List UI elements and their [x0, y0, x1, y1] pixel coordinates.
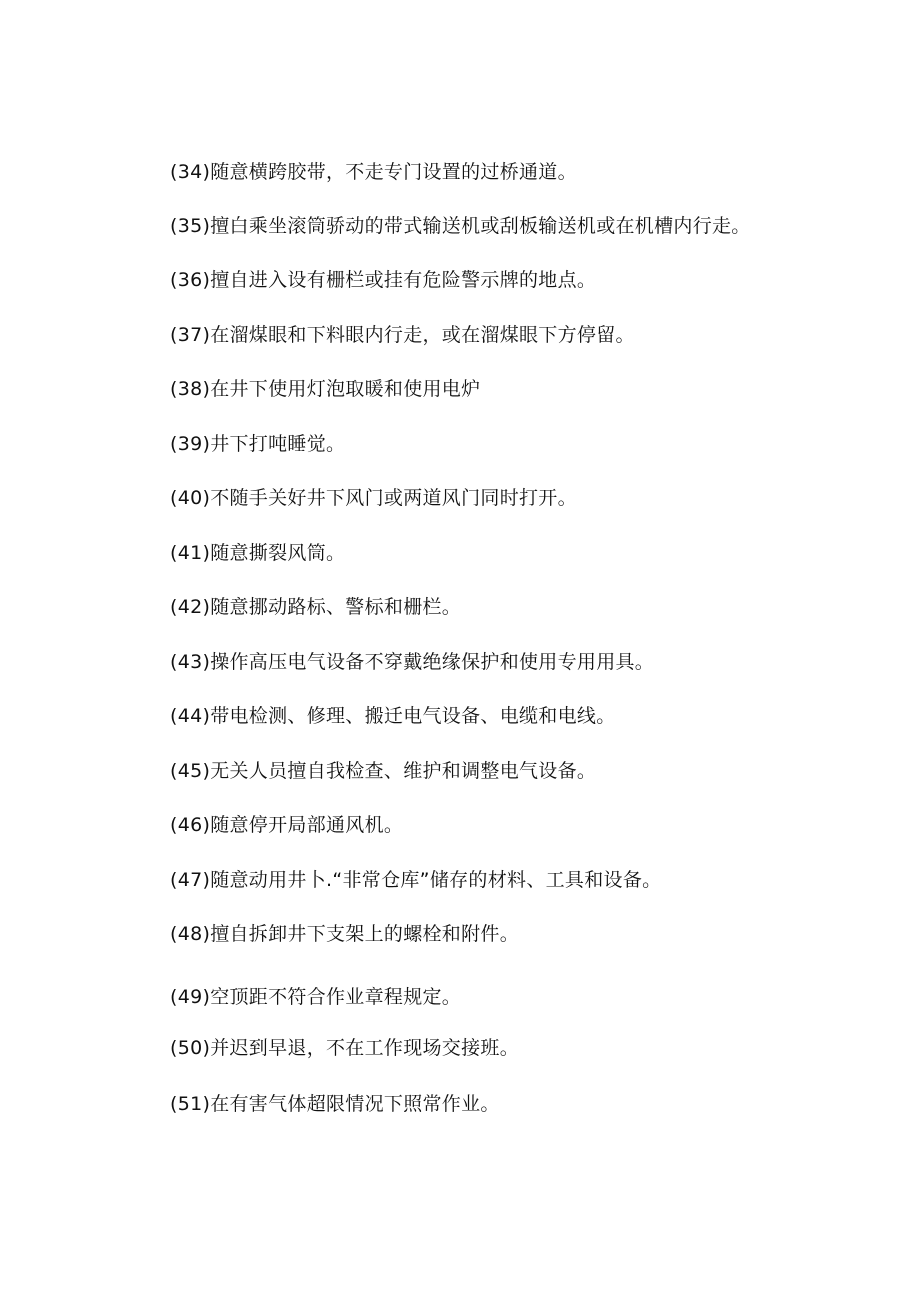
rule-item-38: (38)在井下使用灯泡取暖和使用电炉	[170, 378, 481, 400]
rule-item-42: (42)随意挪动路标、警标和栅栏。	[170, 596, 462, 618]
rule-item-43: (43)操作高压电气设备不穿戴绝缘保护和使用专用用具。	[170, 651, 655, 673]
rule-item-49: (49)空顶距不符合作业章程规定。	[170, 986, 462, 1008]
rule-item-48: (48)擅自拆卸井下支架上的螺栓和附件。	[170, 923, 520, 945]
rule-item-51: (51)在有害气体超限情况下照常作业。	[170, 1093, 500, 1115]
rule-item-45: (45)无关人员擅自我检查、维护和调整电气设备。	[170, 760, 597, 782]
rule-item-35: (35)擅白乘坐滚筒骄动的带式输送机或刮板输送机或在机槽内行走。	[170, 215, 751, 237]
rule-item-39: (39)井下打吨睡觉。	[170, 433, 346, 455]
rule-item-44: (44)带电检测、修理、搬迁电气设备、电缆和电线。	[170, 705, 616, 727]
rule-item-37: (37)在溜煤眼和下料眼内行走，或在溜煤眼下方停留。	[170, 324, 635, 346]
rule-item-40: (40)不随手关好井下风门或两道风门同时打开。	[170, 487, 577, 509]
rule-item-46: (46)随意停开局部通风机。	[170, 814, 404, 836]
rule-item-50: (50)并迟到早退，不在工作现场交接班。	[170, 1037, 520, 1059]
rule-item-41: (41)随意撕裂风筒。	[170, 542, 346, 564]
rule-item-36: (36)擅自进入设有栅栏或挂有危险警示牌的地点。	[170, 269, 597, 291]
rule-item-47: (47)随意动用井卜.“非常仓库”储存的材料、工具和设备。	[170, 869, 662, 891]
rule-item-34: (34)随意横跨胶带，不走专门设置的过桥通道。	[170, 161, 577, 183]
